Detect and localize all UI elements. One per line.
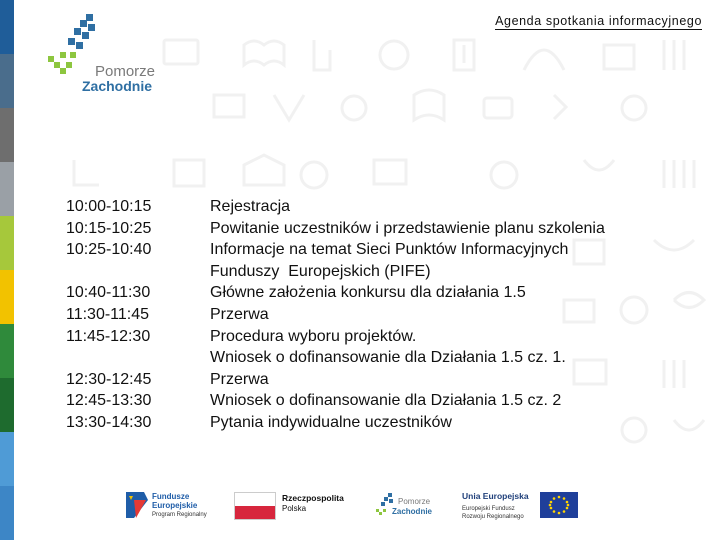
fe-line2: Europejskie [152, 501, 198, 510]
stripe-segment [0, 216, 14, 270]
stripe-segment [0, 0, 14, 54]
stripe-segment [0, 378, 14, 432]
time-slot: 12:30-12:45 [66, 370, 152, 388]
agenda-item: Przerwa [210, 370, 269, 388]
agenda-item: Procedura wyboru projektów. [210, 327, 417, 345]
logo-text-zachodnie: Zachodnie [82, 78, 153, 94]
time-slot: 10:40-11:30 [66, 284, 151, 302]
eu-flag-icon [540, 492, 578, 518]
agenda-item: Pytania indywidualne uczestników [210, 413, 452, 431]
agenda-item: Główne założenia konkursu dla działania 1.5 [210, 284, 526, 302]
time-slot: 12:45-13:30 [66, 392, 152, 410]
left-color-stripe [0, 0, 14, 540]
agenda-item: Powitanie uczestników i przedstawienie planu szkolenia [210, 219, 605, 237]
agenda-item: Wniosek o dofinansowanie dla Działania 1.5 cz. 1. [210, 349, 566, 367]
time-slot: 10:25-10:40 [66, 241, 152, 259]
ue-line1: Unia Europejska [462, 491, 529, 501]
time-slot: 11:45-12:30 [66, 327, 151, 345]
time-slot: 11:30-11:45 [66, 305, 150, 323]
time-slot: 10:00-10:15 [66, 198, 152, 215]
slide-title: Agenda spotkania informacyjnego [495, 14, 702, 28]
stripe-segment [0, 432, 14, 486]
agenda-item: Informacje na temat Sieci Punktów Informacyjnych [210, 241, 569, 259]
fe-line3: Program Regionalny [152, 512, 207, 518]
agenda-item: Przerwa [210, 305, 269, 323]
agenda-times [66, 196, 151, 434]
stripe-segment [0, 54, 14, 108]
pz-line1: Pomorze [398, 497, 431, 506]
stripe-segment [0, 162, 14, 216]
pz-line2: Zachodnie [392, 507, 433, 516]
time-slot: 10:15-10:25 [66, 219, 152, 237]
fundusze-europejskie-icon [124, 488, 150, 522]
agenda-items [210, 196, 605, 434]
time-slot: 13:30-14:30 [66, 413, 152, 431]
rp-line2: Polska [282, 504, 307, 513]
agenda-item: Funduszy Europejskich (PIFE) [210, 262, 431, 280]
agenda-item: Rejestracja [210, 198, 291, 215]
logo-text-pomorze: Pomorze [95, 63, 156, 80]
stripe-segment [0, 324, 14, 378]
agenda-item: Wniosek o dofinansowanie dla Działania 1.5 cz. 2 [210, 392, 562, 410]
ue-line3: Rozwoju Regionalnego [462, 514, 524, 520]
rp-line1: Rzeczpospolita [282, 493, 344, 503]
fe-line1: Fundusze [152, 492, 190, 501]
polish-flag-icon [234, 492, 276, 520]
stripe-segment [0, 270, 14, 324]
footer-logos [0, 480, 720, 540]
ue-line2: Europejski Fundusz [462, 506, 515, 512]
stripe-segment [0, 108, 14, 162]
